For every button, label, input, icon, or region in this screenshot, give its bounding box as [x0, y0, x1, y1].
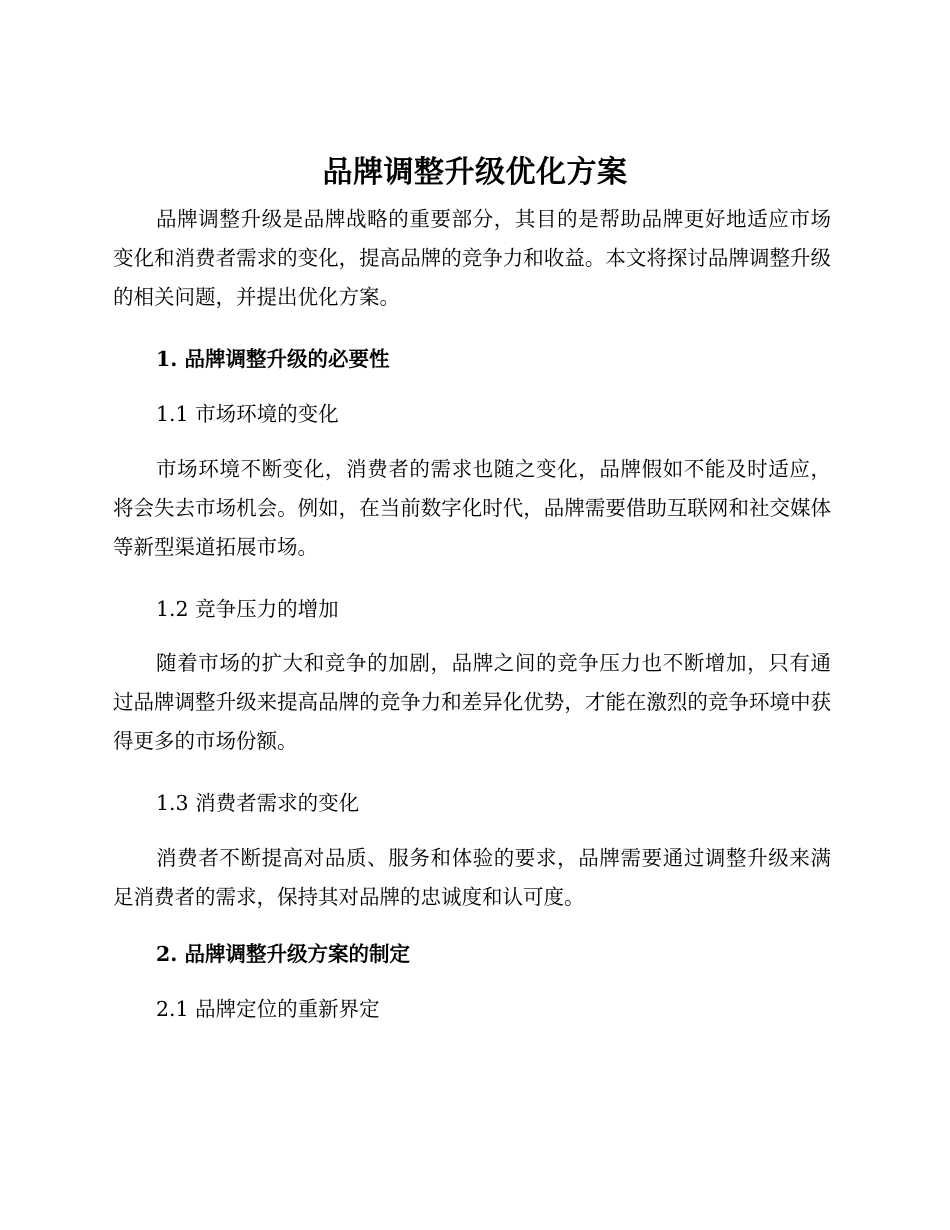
section-1-2-heading: 1.2 竞争压力的增加: [156, 597, 339, 621]
section-1-1-paragraph: 市场环境不断变化，消费者的需求也随之变化，品牌假如不能及时适应，将会失去市场机会。例如，在当前数字化时代，品牌需要借助互联网和社交媒体等新型渠道拓展市场。: [113, 457, 831, 559]
document-title: 品牌调整升级优化方案: [322, 155, 628, 190]
section-1-2-paragraph: 随着市场的扩大和竞争的加剧，品牌之间的竞争压力也不断增加，只有通过品牌调整升级来提高品牌的竞争力和差异化优势，才能在激烈的竞争环境中获得更多的市场份额。: [113, 651, 831, 753]
section-1-3-paragraph: 消费者不断提高对品质、服务和体验的要求，品牌需要通过调整升级来满足消费者的需求，保持其对品牌的忠诚度和认可度。: [113, 846, 831, 909]
section-1-3-heading: 1.3 消费者需求的变化: [156, 791, 360, 815]
section-1-1-heading: 1.1 市场环境的变化: [156, 402, 339, 426]
intro-paragraph: 品牌调整升级是品牌战略的重要部分，其目的是帮助品牌更好地适应市场变化和消费者需求的变化，提高品牌的竞争力和收益。本文将探讨品牌调整升级的相关问题，并提出优化方案。: [113, 207, 831, 309]
section-2-heading: 2. 品牌调整升级方案的制定: [156, 942, 411, 966]
section-2-1-heading: 2.1 品牌定位的重新界定: [156, 997, 380, 1021]
section-1-heading: 1. 品牌调整升级的必要性: [156, 347, 390, 371]
